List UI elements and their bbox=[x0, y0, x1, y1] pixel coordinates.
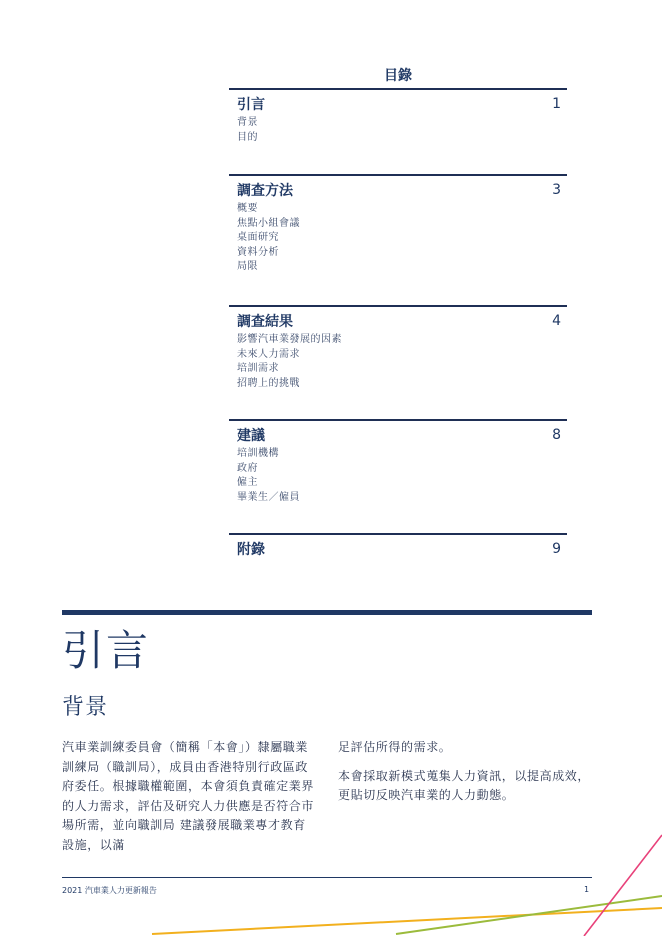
section-heading: 背景 bbox=[62, 695, 109, 720]
toc-item[interactable]: 政府 bbox=[237, 462, 258, 474]
gold-stripe bbox=[152, 908, 662, 934]
toc-section-title[interactable]: 引言 bbox=[237, 97, 265, 113]
green-stripe bbox=[396, 896, 662, 934]
toc-section-title[interactable]: 調查結果 bbox=[237, 314, 293, 330]
toc-item[interactable]: 資料分析 bbox=[237, 246, 279, 258]
toc-item[interactable]: 背景 bbox=[237, 117, 258, 128]
body-paragraph: 足評估所得的需求。 bbox=[338, 740, 452, 754]
toc-page-number: 1 bbox=[552, 96, 561, 112]
toc-section-title[interactable]: 調查方法 bbox=[237, 183, 293, 199]
toc-item[interactable]: 培訓機構 bbox=[237, 448, 279, 459]
toc-item[interactable]: 目的 bbox=[237, 131, 258, 143]
body-paragraph: 汽車業訓練委員會（簡稱「本會」）隸屬職業訓練局（職訓局），成員由香港特別行政區政府委任。根據職權範圍，本會須負責確定業界的人力需求，評估及研究人力供應是否符合市場所需，並向職訓局 建議發展職業專才教育設施，以滿 bbox=[62, 740, 315, 852]
footer-page-number: 1 bbox=[584, 885, 590, 894]
toc-section-title[interactable]: 附錄 bbox=[237, 542, 265, 558]
toc-item[interactable]: 僱主 bbox=[237, 477, 258, 488]
toc-item[interactable]: 桌面研究 bbox=[237, 232, 279, 243]
toc-item[interactable]: 畢業生／僱員 bbox=[237, 491, 300, 503]
footer-report-name: 2021 汽車業人力更新報告 bbox=[62, 886, 157, 895]
toc-page-number: 3 bbox=[552, 182, 561, 198]
toc-item[interactable]: 概要 bbox=[237, 203, 258, 214]
toc-section-title[interactable]: 建議 bbox=[237, 428, 265, 444]
toc-item[interactable]: 培訓需求 bbox=[237, 363, 279, 374]
toc-item[interactable]: 招聘上的挑戰 bbox=[237, 377, 300, 389]
chapter-title: 引言 bbox=[62, 626, 151, 675]
toc-item[interactable]: 焦點小組會議 bbox=[237, 217, 300, 229]
toc-heading: 目錄 bbox=[384, 68, 412, 84]
toc-page-number: 4 bbox=[552, 313, 561, 329]
toc-item[interactable]: 影響汽車業發展的因素 bbox=[237, 334, 342, 345]
pink-stripe bbox=[584, 835, 662, 936]
body-paragraph: 本會採取新模式蒐集人力資訊，以提高成效，更貼切反映汽車業的人力動態。 bbox=[338, 768, 591, 802]
toc-page-number: 8 bbox=[552, 427, 561, 443]
toc-item[interactable]: 未來人力需求 bbox=[237, 348, 300, 360]
toc-page-number: 9 bbox=[552, 541, 561, 557]
toc-item[interactable]: 局限 bbox=[237, 261, 258, 272]
